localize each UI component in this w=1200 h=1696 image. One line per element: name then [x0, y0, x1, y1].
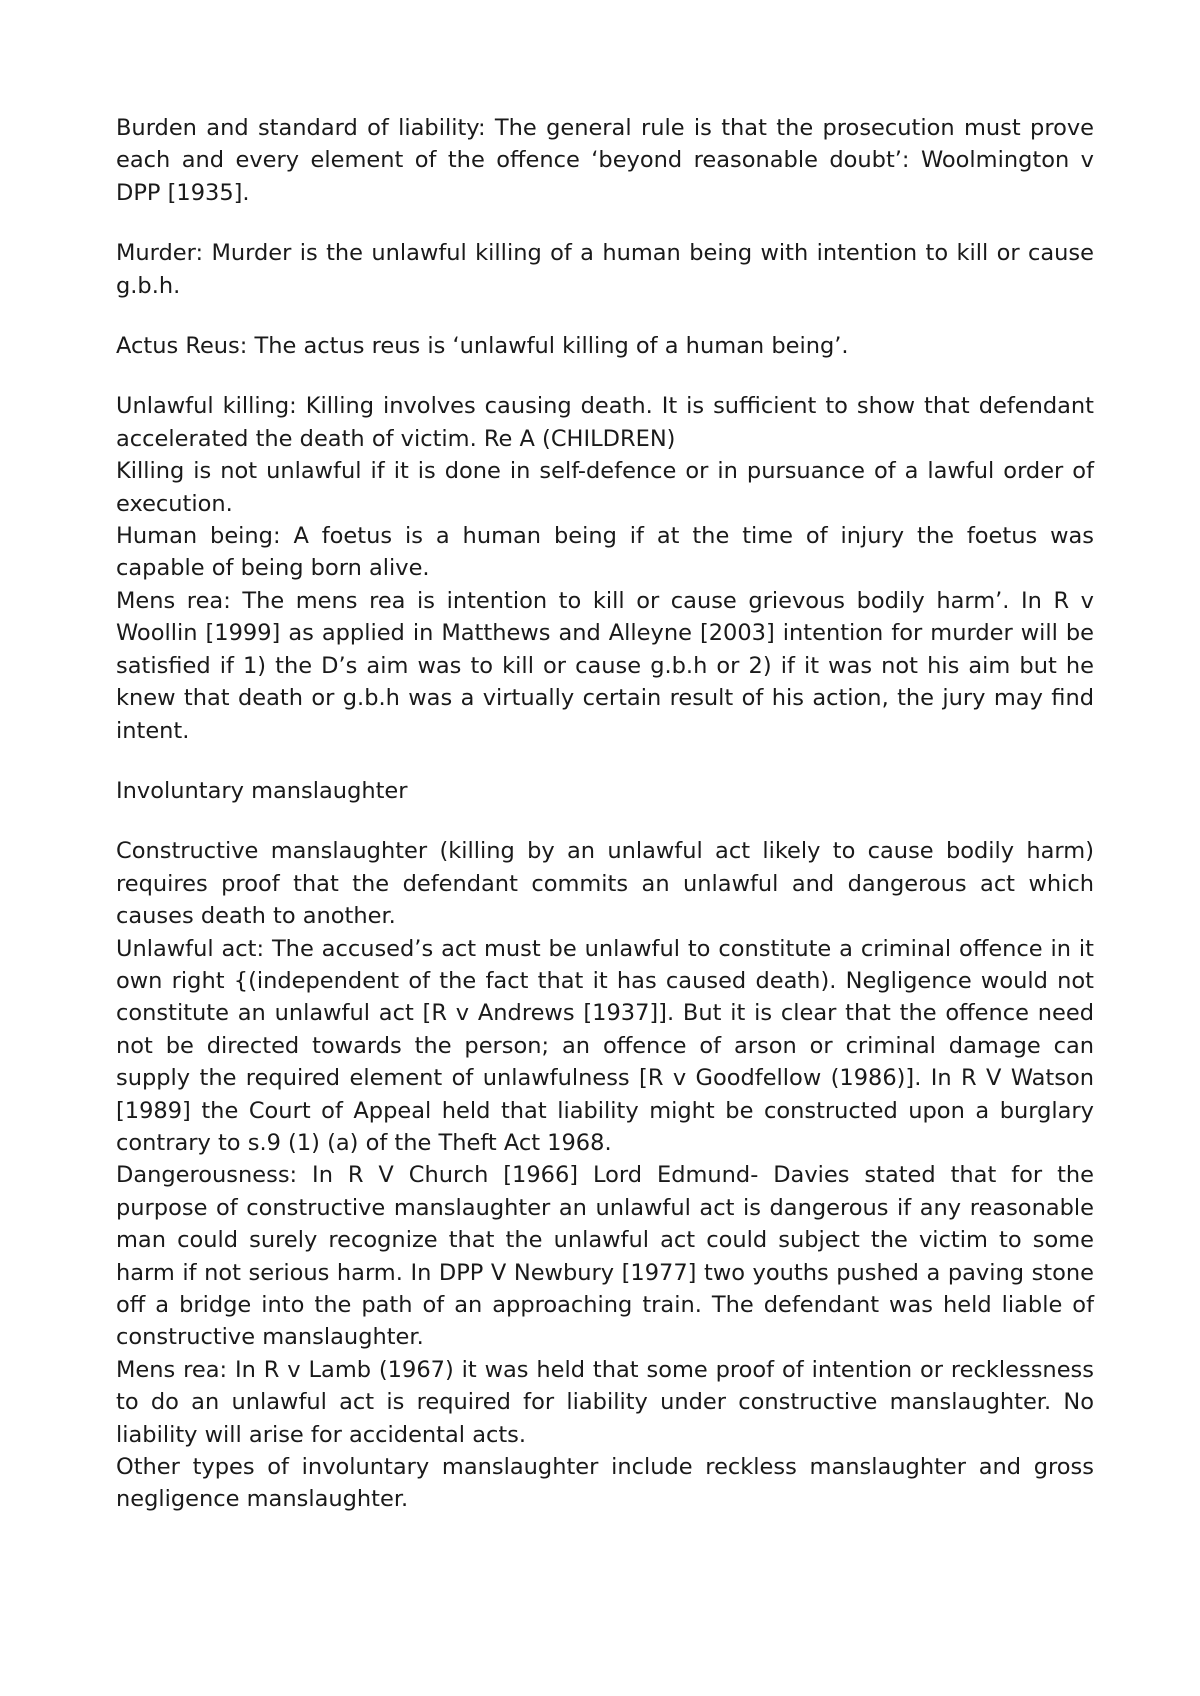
paragraph-human-being: Human being: A foetus is a human being if at the time of injury the foetus was capable of being born alive.: [116, 523, 1094, 582]
paragraph-burden-of-proof: Burden and standard of liability: The general rule is that the prosecution must prove each and every element of the offence ‘beyond reasonable doubt’: Woolmington v DPP [1935].: [116, 115, 1094, 206]
paragraph-killing-not-unlawful: Killing is not unlawful if it is done in self-defence or in pursuance of a lawful order of execution.: [116, 458, 1094, 517]
paragraph-dangerousness: Dangerousness: In R V Church [1966] Lord Edmund- Davies stated that for the purpose of constructive manslaughter an unlawful act is dangerous if any reasonable man could surely recognize that the unlawful act could subject the victim to some harm if not serious harm. In DPP V Newbury [1977] two youths pushed a paving stone off a bridge into the path of an approaching train. The defendant was held liable of constructive manslaughter.: [116, 1162, 1094, 1351]
paragraph-constructive-manslaughter: Constructive manslaughter (killing by an unlawful act likely to cause bodily harm) requires proof that the defendant commits an unlawful and dangerous act which causes death to another.: [116, 838, 1094, 930]
paragraph-other-types: Other types of involuntary manslaughter include reckless manslaughter and gross negligence manslaughter.: [116, 1454, 1094, 1513]
paragraph-unlawful-killing: Unlawful killing: Killing involves causing death. It is sufficient to show that defendant accelerated the death of victim. Re A (CHILDREN): [116, 393, 1094, 452]
paragraph-actus-reus: Actus Reus: The actus reus is ‘unlawful killing of a human being’.: [116, 333, 849, 360]
paragraph-mens-rea-manslaughter: Mens rea: In R v Lamb (1967) it was held that some proof of intention or recklessness to do an unlawful act is required for liability under constructive manslaughter. No liability will arise for accidental acts.: [116, 1356, 1094, 1448]
heading-involuntary-manslaughter: Involuntary manslaughter: [116, 777, 408, 804]
paragraph-murder-definition: Murder: Murder is the unlawful killing of a human being with intention to kill or cause g.b.h.: [116, 240, 1094, 299]
document-body: [116, 112, 1094, 1516]
paragraph-mens-rea-murder: Mens rea: The mens rea is intention to kill or cause grievous bodily harm’. In R v Woollin [1999] as applied in Matthews and Alleyne [2003] intention for murder will be satisfied if 1) the D’s aim was to kill or cause g.b.h or 2) if it was not his aim but he knew that death or g.b.h was a virtually certain result of his action, the jury may find intent.: [116, 587, 1094, 744]
paragraph-unlawful-act: Unlawful act: The accused’s act must be unlawful to constitute a criminal offence in it own right {(independent of the fact that it has caused death). Negligence would not constitute an unlawful act [R v Andrews [1937]]. But it is clear that the offence need not be directed towards the person; an offence of arson or criminal damage can supply the required element of unlawfulness [R v Goodfellow (1986)]. In R V Watson [1989] the Court of Appeal held that liability might be constructed upon a burglary contrary to s.9 (1) (a) of the Theft Act 1968.: [116, 935, 1094, 1156]
